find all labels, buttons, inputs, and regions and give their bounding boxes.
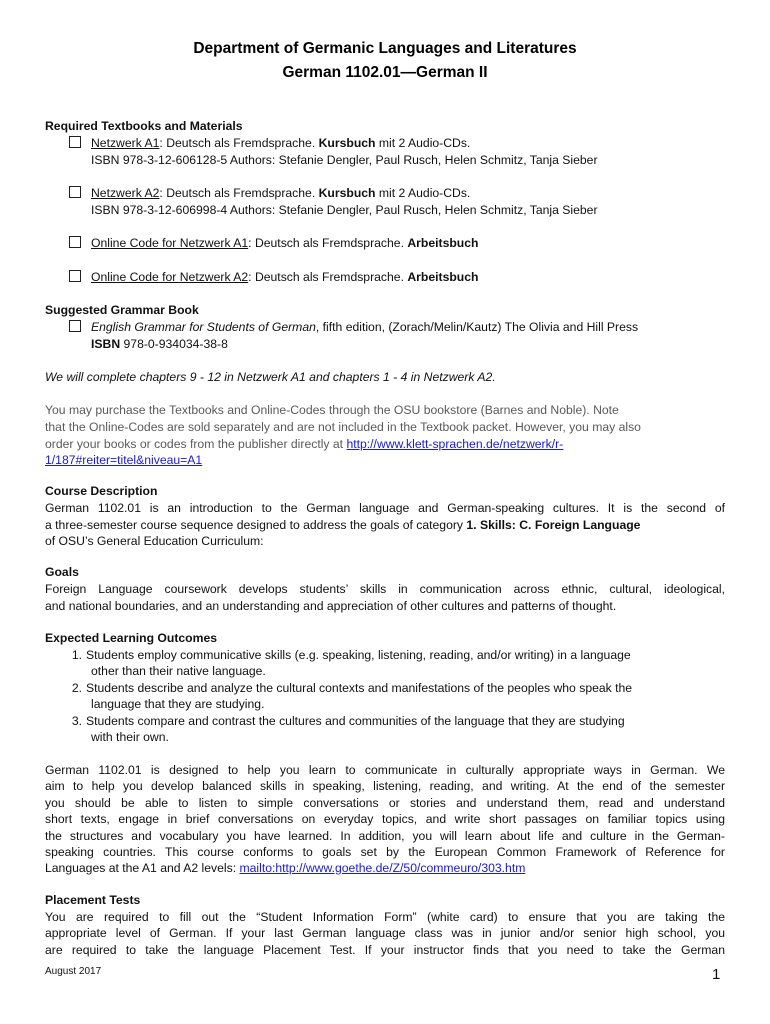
publisher-link-continued <box>45 452 202 469</box>
course-description-heading: Course Description <box>45 484 158 498</box>
course-description-text: of OSU’s General Education Curriculum: <box>45 534 264 548</box>
purchase-text: that the Online-Codes are sold separately and are not included in the Textbook packet. However, you may also <box>45 420 641 434</box>
overview-text: aim to help you develop balanced skills in speaking, listening, reading, and writing. At the end of the semester <box>45 779 725 793</box>
checkbox-icon <box>69 270 81 282</box>
purchase-text: order your books or codes from the publisher directly at http://www.klett-sprachen.de/netzwerk/r- <box>45 437 564 451</box>
goals-text: and national boundaries, and an understanding and appreciation of other cultures and patterns of thought. <box>45 599 617 613</box>
overview-text: short texts, engage in brief conversations on everyday topics, and write short passages on familiar topics using <box>45 812 725 826</box>
grammar-book-isbn: ISBN 978-0-934034-38-8 <box>91 337 228 351</box>
textbook-item: Online Code for Netzwerk A2: Deutsch als Fremdsprache. Arbeitsbuch <box>69 269 478 286</box>
publisher-link[interactable]: 1/187#reiter=titel&niveau=A1 <box>45 453 203 467</box>
publisher-link[interactable]: http://www.klett-sprachen.de/netzwerk/r- <box>346 437 564 451</box>
outcome-item: 1. Students employ communicative skills (e.g. speaking, listening, reading, and/or writing) in a language <box>71 648 631 662</box>
placement-text: appropriate level of German. If your last German language class was in junior and/or senior high school, you <box>45 926 725 940</box>
overview-text: German 1102.01 is designed to help you learn to communicate in culturally appropriate ways in German. We <box>45 763 725 777</box>
course-description-text: a three-semester course sequence designed to address the goals of category 1. Skills: C. Foreign Language <box>45 518 641 532</box>
outcome-item: 3. Students compare and contrast the cultures and communities of the language that they are studying <box>71 714 625 728</box>
overview-text: you should be able to listen to simple conversations or stories and understand them, read and understand <box>45 796 725 810</box>
textbook-item: Online Code for Netzwerk A1: Deutsch als Fremdsprache. Arbeitsbuch <box>69 235 478 252</box>
outcome-item-cont: other than their native language. <box>91 664 266 678</box>
textbook-item: Netzwerk A1: Deutsch als Fremdsprache. Kursbuch mit 2 Audio-CDs. <box>69 135 470 152</box>
goals-text: Foreign Language coursework develops students’ skills in communication across ethnic, cultural, ideological, <box>45 582 725 596</box>
textbook-item: Netzwerk A2: Deutsch als Fremdsprache. Kursbuch mit 2 Audio-CDs. <box>69 185 470 202</box>
placement-text: You are required to fill out the “Student Information Form” (white card) to ensure that you are taking the <box>45 910 725 924</box>
course-title: German 1102.01—German II <box>282 64 488 81</box>
page-number: 1 <box>712 966 721 983</box>
outcomes-heading: Expected Learning Outcomes <box>45 631 218 645</box>
goals-heading: Goals <box>45 565 79 579</box>
overview-text: Languages at the A1 and A2 levels: mailto:http://www.goethe.de/Z/50/commeuro/303.htm <box>45 861 526 875</box>
purchase-text: You may purchase the Textbooks and Online-Codes through the OSU bookstore (Barnes and Noble). Note <box>45 403 619 417</box>
footer-date: August 2017 <box>45 966 102 977</box>
checkbox-icon <box>69 236 81 248</box>
outcome-item: 2. Students describe and analyze the cultural contexts and manifestations of the peoples who speak the <box>71 681 633 695</box>
department-title: Department of Germanic Languages and Literatures <box>193 40 577 57</box>
overview-text: speaking countries. This course conforms to goals set by the European Common Framework of Reference for <box>45 845 725 859</box>
grammar-book-item: English Grammar for Students of German, fifth edition, (Zorach/Melin/Kautz) The Olivia and Hill Press <box>69 319 638 336</box>
course-description-text: German 1102.01 is an introduction to the German language and German-speaking cultures. It is the second of <box>45 501 725 515</box>
outcome-item-cont: with their own. <box>91 730 169 744</box>
goethe-link[interactable]: mailto:http://www.goethe.de/Z/50/commeuro/303.htm <box>239 861 526 875</box>
outcome-item-cont: language that they are studying. <box>91 697 265 711</box>
checkbox-icon <box>69 136 81 148</box>
checkbox-icon <box>69 320 81 332</box>
required-heading: Required Textbooks and Materials <box>45 119 243 133</box>
checkbox-icon <box>69 186 81 198</box>
placement-text: are required to take the language Placement Test. If your instructor finds that you need to take the German <box>45 943 725 957</box>
textbook-isbn: ISBN 978-3-12-606998-4 Authors: Stefanie Dengler, Paul Rusch, Helen Schmitz, Tanja Sieber <box>91 203 598 217</box>
placement-heading: Placement Tests <box>45 893 141 907</box>
overview-text: the structures and vocabulary you have learned. In addition, you will learn about life and culture in the German- <box>45 829 725 843</box>
textbook-isbn: ISBN 978-3-12-606128-5 Authors: Stefanie Dengler, Paul Rusch, Helen Schmitz, Tanja Sieber <box>91 153 598 167</box>
chapters-note: We will complete chapters 9 - 12 in Netzwerk A1 and chapters 1 - 4 in Netzwerk A2. <box>45 370 496 384</box>
suggested-heading: Suggested Grammar Book <box>45 303 199 317</box>
